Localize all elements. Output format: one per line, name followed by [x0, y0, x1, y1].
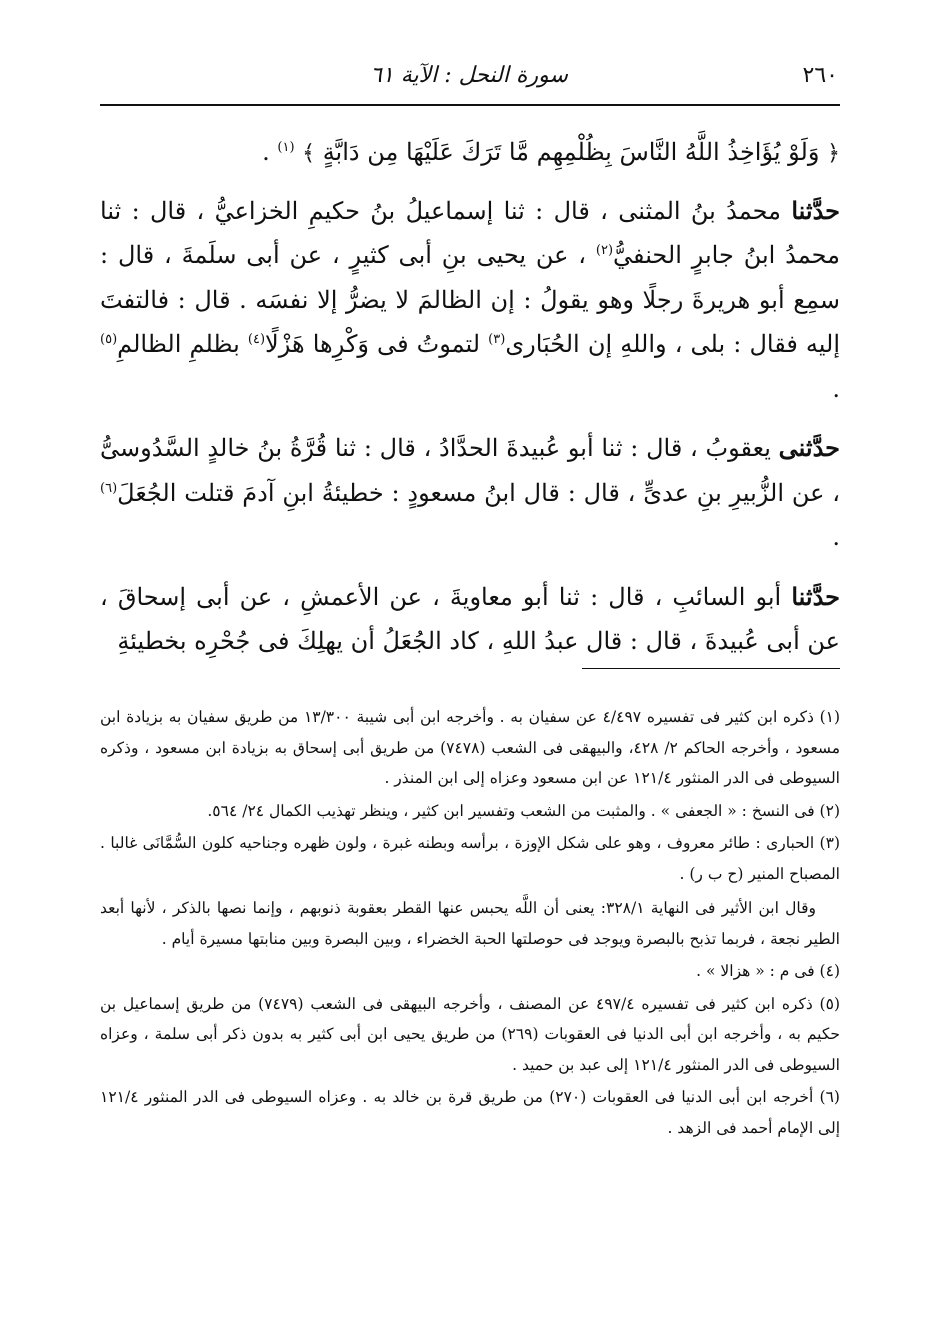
- isnad-lead-word: حدَّثنا: [791, 581, 840, 611]
- narration-text: أبو السائبِ ، قال : ثنا أبو معاويةَ ، عن الأعمشِ ، عن أبى إسحاقَ ، عن أبى عُبيدةَ ، قال : قال عبدُ اللهِ ، كاد الجُعَلُ أن يهلِكَ فى جُحْرِه بخطيئةِ: [100, 582, 840, 655]
- narration-paragraph: [100, 426, 840, 560]
- footnote-ref: (٦): [100, 480, 118, 496]
- footnote-separator: [582, 668, 840, 669]
- footnote-ref: (٤): [247, 332, 266, 347]
- isnad-lead-word: حدَّثنا: [791, 195, 840, 225]
- narration-text: ، عن يحيى بنِ أبى كثيرٍ ، عن أبى سلَمةَ ، قال : سمِع أبو هريرةَ رجلًا وهو يقولُ : إن الظالمَ لا يضرُّ إلا نفسَه . قال : فالتفتَ إليه فقال : بلى ، واللهِ إن الحُبَارى: [100, 241, 841, 358]
- footnote: وقال ابن الأثير فى النهاية ٣٢٨/١: يعنى أن اللَّه يحبس عنها القطر بعقوبة ذنوبهم ، وإنما نصها بالذكر ، لأنها أبعد الطير نجعة ، فربما تذبح بالبصرة ويوجد فى حوصلتها الحبة الخضراء ، وبين البصرة وبين منابتها مسيرة أيام .: [100, 899, 840, 948]
- verse-close-bracket: ﴾: [302, 141, 316, 166]
- narration-paragraphs: [100, 189, 840, 664]
- footnotes: [100, 702, 840, 1145]
- footnote-ref: (٢): [595, 243, 614, 258]
- footnote: (٢) فى النسخ : « الجعفى » . والمثبت من الشعب وتفسير ابن كثير ، وينظر تهذيب الكمال ٢٤/ ٥٦٤.: [207, 801, 840, 820]
- quran-verse: [100, 130, 840, 177]
- narration-text: .: [832, 523, 840, 551]
- footnote: (٤) فى م : « هزالا » .: [696, 962, 840, 980]
- narration-text: بظلمِ الظالمِ: [117, 330, 248, 358]
- page-number: ٢٦٠: [802, 63, 838, 88]
- footnote-ref: (١): [277, 140, 295, 155]
- footnote: (١) ذكره ابن كثير فى تفسيره ٤/٤٩٧ عن سفيان به . وأخرجه ابن أبى شيبة ١٣/٣٠٠ من طريق سفيان به بزيادة ابن مسعود ، وأخرجه الحاكم ٢/ ٤٢٨، والبيهقى فى الشعب (٧٤٧٨) من طريق أبى إسحاق به بزيادة ابن مسعود ، وذكره السيوطى فى الدر المنثور ١٢١/٤ عن ابن مسعود وعزاه إلى ابن المنذر .: [100, 708, 841, 787]
- narration-text: لتموتُ فى وَكْرِها هَزْلًا: [265, 330, 489, 358]
- verse-open-bracket: ﴿: [827, 141, 840, 166]
- footnote-ref: (٣): [488, 332, 506, 347]
- narration-paragraph: [100, 575, 840, 664]
- verse-text: وَلَوْ يُؤَاخِذُ اللَّهُ النَّاسَ بِظُلْمِهِم مَّا تَرَكَ عَلَيْهَا مِن دَابَّةٍ: [322, 138, 820, 166]
- running-title: سورة النحل : الآية ٦١: [370, 63, 568, 88]
- footnote: (٦) أخرجه ابن أبى الدنيا فى العقوبات (٢٧٠) من طريق قرة بن خالد به . وعزاه السيوطى فى الدر المنثور ١٢١/٤ إلى الإمام أحمد فى الزهد .: [100, 1088, 840, 1137]
- footnote-ref: (٥): [100, 332, 118, 347]
- narration-text: .: [832, 374, 840, 403]
- narration-text: يعقوبُ ، قال : ثنا أبو عُبيدةَ الحدَّادُ ، قال : ثنا قُرَّةُ بنُ خالدٍ السَّدُوسىُّ ، عن الزُّبيرِ بنِ عدىٍّ ، قال : قال ابنُ مسعودٍ : خطيئةُ ابنِ آدمَ قتلت الجُعَلَ: [100, 434, 840, 507]
- footnote: (٣) الحبارى : طائر معروف ، وهو على شكل الإوزة ، برأسه وبطنه غبرة ، ولون ظهره وجناحيه كلون السُّمَّانَى غالبا . المصباح المنير (ح ب ر) .: [100, 834, 840, 883]
- isnad-lead-word: حدَّثنى: [778, 433, 840, 462]
- verse-end: .: [262, 138, 270, 166]
- footnote: (٥) ذكره ابن كثير فى تفسيره ٤٩٧/٤ عن المصنف ، وأخرجه البيهقى فى الشعب (٧٤٧٩) من طريق إسماعيل بن حكيم به ، وأخرجه ابن أبى الدنيا فى العقوبات (٢٦٩) من طريق يحيى ابن أبى كثير به بدون ذكر أبى سلمة ، وعزاه السيوطى فى الدر المنثور ١٢١/٤ إلى عبد بن حميد .: [100, 994, 840, 1074]
- main-text: [100, 130, 840, 679]
- page-header: [100, 58, 838, 94]
- narration-paragraph: [100, 189, 840, 412]
- header-rule: [100, 104, 840, 106]
- narration-text: محمدُ بنُ المثنى ، قال : ثنا إسماعيلُ بنُ حكيمِ الخزاعيُّ ، قال : ثنا محمدُ ابنُ جابرٍ الحنفيُّ: [100, 196, 840, 269]
